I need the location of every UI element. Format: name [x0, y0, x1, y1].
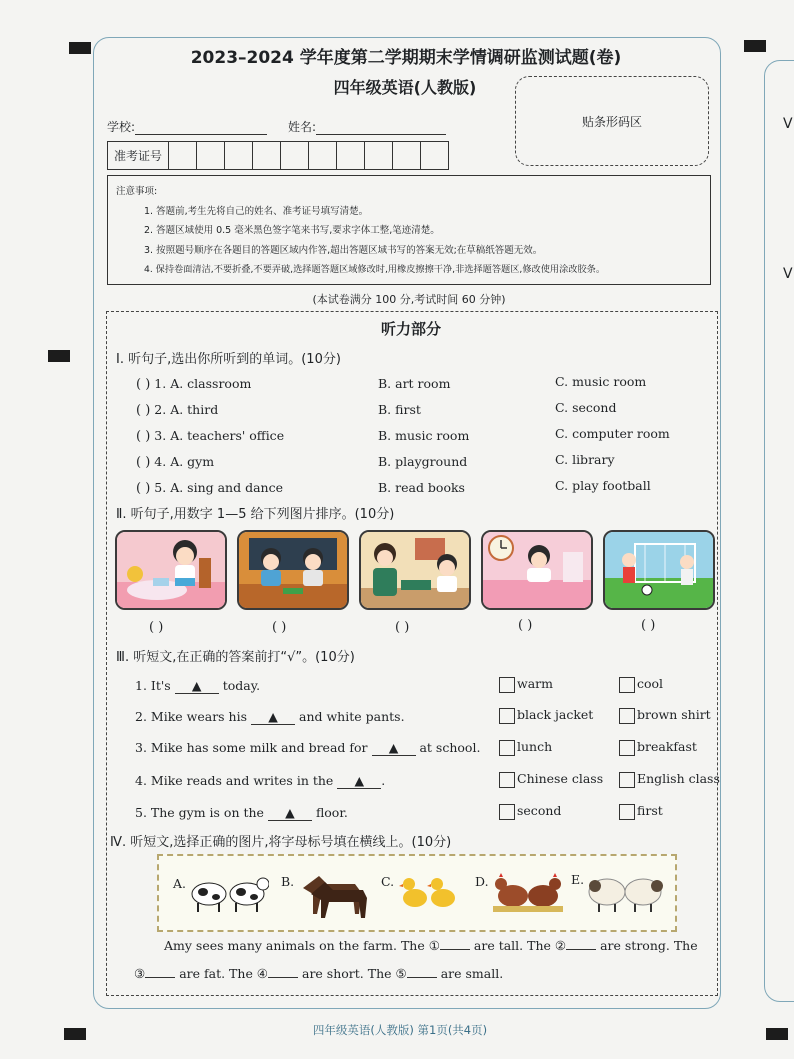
- option-label: breakfast: [637, 739, 697, 754]
- s1-row-2: [136, 402, 218, 418]
- s3-option-2b[interactable]: [619, 707, 711, 724]
- triangle-icon: ▲: [191, 678, 202, 693]
- exam-id-box[interactable]: [107, 141, 449, 170]
- section1-heading: Ⅰ. 听句子,选出你所听到的单词。(10分): [116, 352, 341, 367]
- answer-paren[interactable]: ( ): [136, 403, 151, 418]
- notice-heading: 注意事项:: [116, 186, 158, 197]
- story-line-1: [164, 938, 698, 953]
- picture-answer-5[interactable]: ( ): [641, 618, 656, 633]
- option-a[interactable]: A. classroom: [170, 376, 252, 391]
- question-text: today.: [222, 678, 261, 693]
- question-text: and white pants.: [299, 709, 405, 724]
- blank-4[interactable]: [268, 977, 298, 978]
- registration-mark: [64, 1028, 86, 1040]
- answer-paren[interactable]: ( ): [136, 455, 151, 470]
- checkbox[interactable]: [499, 708, 515, 724]
- checkbox[interactable]: [499, 804, 515, 820]
- cows-icon: [189, 870, 269, 916]
- blank-5[interactable]: [407, 977, 437, 978]
- exam-id-label: 准考证号: [108, 142, 169, 169]
- story-line-2: [134, 966, 503, 981]
- name-field[interactable]: [288, 116, 446, 135]
- question-text: 4. Mike reads and writes in the: [135, 773, 334, 788]
- registration-mark: [48, 350, 70, 362]
- label-d: D.: [475, 874, 489, 889]
- story-text: ③: [134, 966, 146, 981]
- notice-box: [107, 175, 711, 285]
- s3-option-1b[interactable]: [619, 676, 663, 693]
- option-c[interactable]: C. computer room: [555, 426, 670, 441]
- s3-question-1: [135, 678, 260, 694]
- option-label: Chinese class: [517, 771, 604, 786]
- s3-option-4a[interactable]: [499, 771, 603, 788]
- option-label: first: [637, 803, 663, 818]
- question-num: 4.: [154, 454, 167, 469]
- name-line[interactable]: [316, 121, 446, 135]
- s3-option-3a[interactable]: [499, 739, 552, 756]
- answer-paren[interactable]: ( ): [136, 481, 151, 496]
- exam-title: 2023–2024 学年度第二学期期末学情调研监测试题(卷): [190, 48, 622, 68]
- s3-option-2a[interactable]: [499, 707, 593, 724]
- notice-item: 1. 答题前,考生先将自己的姓名、准考证号填写清楚。: [144, 205, 369, 217]
- id-cell[interactable]: [421, 142, 448, 169]
- option-a[interactable]: A. gym: [170, 454, 215, 469]
- name-label: 姓名:: [288, 120, 317, 134]
- option-a[interactable]: A. third: [170, 402, 219, 417]
- notice-item: 2. 答题区域使用 0.5 毫米黑色签字笔来书写,要求字体工整,笔迹清楚。: [144, 225, 440, 236]
- s3-option-5a[interactable]: [499, 803, 561, 820]
- animal-pictures: [157, 854, 677, 932]
- option-label: cool: [637, 676, 664, 691]
- picture-answer-3[interactable]: ( ): [395, 620, 410, 635]
- s3-option-1a[interactable]: [499, 676, 553, 693]
- registration-mark: [766, 1028, 788, 1040]
- s3-question-4: [135, 773, 385, 789]
- question-text: 1. It's: [135, 678, 171, 693]
- question-num: 2.: [154, 402, 167, 417]
- checkbox[interactable]: [619, 740, 635, 756]
- answer-paren[interactable]: ( ): [136, 377, 151, 392]
- story-text: are short. The ⑤: [302, 966, 407, 981]
- checkbox[interactable]: [499, 740, 515, 756]
- s3-question-5: [135, 805, 348, 821]
- story-text: are small.: [440, 966, 504, 981]
- answer-paren[interactable]: ( ): [136, 429, 151, 444]
- notice-item: 3. 按照题号顺序在各题目的答题区域内作答,超出答题区域书写的答案无效;在草稿纸答题无效。: [144, 244, 543, 256]
- id-cell[interactable]: [169, 142, 197, 169]
- question-text: .: [381, 773, 386, 788]
- s1-row-3: [136, 428, 284, 444]
- picture-girl-eating: [115, 530, 227, 610]
- picture-answer-1[interactable]: ( ): [149, 620, 164, 635]
- id-cell[interactable]: [253, 142, 281, 169]
- option-a[interactable]: A. sing and dance: [170, 480, 283, 495]
- option-label: black jacket: [517, 707, 594, 722]
- registration-mark: [744, 40, 766, 52]
- picture-answer-4[interactable]: ( ): [518, 618, 533, 633]
- s1-row-1: [136, 376, 251, 392]
- checkbox[interactable]: [499, 677, 515, 693]
- horses-icon: [297, 864, 373, 920]
- checkbox[interactable]: [619, 677, 635, 693]
- question-text: at school.: [419, 740, 481, 755]
- barcode-area: [515, 76, 709, 166]
- registration-mark: [69, 42, 91, 54]
- option-c[interactable]: C. library: [555, 452, 615, 467]
- triangle-icon: ▲: [285, 805, 295, 820]
- checkbox[interactable]: [619, 708, 635, 724]
- triangle-icon: ▲: [354, 773, 365, 788]
- option-c[interactable]: C. play football: [555, 478, 651, 493]
- question-text: 2. Mike wears his: [135, 709, 248, 724]
- fill-blank[interactable]: [372, 740, 416, 756]
- option-label: warm: [517, 676, 553, 691]
- story-text: are tall. The ②: [473, 938, 567, 953]
- triangle-icon: ▲: [268, 709, 278, 724]
- s3-option-5b[interactable]: [619, 803, 663, 820]
- blank-2[interactable]: [566, 949, 596, 950]
- school-field[interactable]: [107, 116, 267, 135]
- option-c[interactable]: C. second: [555, 400, 617, 415]
- question-num: 5.: [154, 480, 167, 495]
- fill-blank[interactable]: [175, 678, 219, 694]
- blank-1[interactable]: [440, 949, 470, 950]
- checkbox[interactable]: [619, 804, 635, 820]
- s3-question-3: [135, 740, 480, 756]
- triangle-icon: ▲: [388, 740, 399, 755]
- option-b[interactable]: B. read books: [378, 480, 465, 495]
- page-footer: 四年级英语(人教版) 第1页(共4页): [312, 1023, 488, 1037]
- id-cell[interactable]: [225, 142, 253, 169]
- hens-icon: [493, 868, 563, 916]
- option-label: lunch: [517, 739, 553, 754]
- option-c[interactable]: C. music room: [555, 374, 647, 389]
- id-cell[interactable]: [281, 142, 309, 169]
- option-label: brown shirt: [637, 707, 711, 722]
- notice-item: 4. 保持卷面清洁,不要折叠,不要弄破,选择题答题区域修改时,用橡皮擦擦干净,非选择题答题区,修改使用涂改胶条。: [144, 264, 606, 275]
- question-text: 3. Mike has some milk and bread for: [135, 740, 368, 755]
- question-num: 1.: [154, 376, 167, 391]
- label-b: B.: [281, 874, 295, 889]
- sheep-icon: [587, 868, 667, 916]
- s1-row-4: [136, 454, 214, 470]
- checkbox[interactable]: [499, 772, 515, 788]
- label-e: E.: [571, 872, 585, 887]
- fill-blank[interactable]: [251, 709, 295, 725]
- id-cell[interactable]: [365, 142, 393, 169]
- blank-3[interactable]: [145, 977, 175, 978]
- question-num: 3.: [154, 428, 167, 443]
- ducks-icon: [399, 870, 459, 914]
- checkbox[interactable]: [619, 772, 635, 788]
- id-cell[interactable]: [393, 142, 421, 169]
- exam-subtitle: 四年级英语(人教版): [333, 78, 477, 97]
- s1-row-5: [136, 480, 283, 496]
- id-cell[interactable]: [197, 142, 225, 169]
- listening-title: 听力部分: [380, 320, 441, 338]
- label-c: C.: [381, 874, 395, 889]
- score-note: (本试卷满分 100 分,考试时间 60 分钟): [312, 293, 506, 306]
- picture-kids-art: [237, 530, 349, 610]
- section3-heading: Ⅲ. 听短文,在正确的答案前打“√”。(10分): [116, 650, 355, 665]
- picture-boys-football: [603, 530, 715, 610]
- option-b[interactable]: B. playground: [378, 454, 468, 469]
- option-label: English class: [637, 771, 720, 786]
- barcode-label: 贴条形码区: [581, 114, 642, 129]
- id-cell[interactable]: [309, 142, 337, 169]
- option-a[interactable]: A. teachers' office: [170, 428, 285, 443]
- s3-question-2: [135, 709, 405, 725]
- option-b[interactable]: B. music room: [378, 428, 470, 443]
- school-line[interactable]: [135, 121, 267, 135]
- s3-option-3b[interactable]: [619, 739, 697, 756]
- option-b[interactable]: B. first: [378, 402, 421, 417]
- question-text: 5. The gym is on the: [135, 805, 264, 820]
- section4-heading: Ⅳ. 听短文,选择正确的图片,将字母标号填在横线上。(10分): [110, 835, 452, 850]
- question-text: floor.: [315, 805, 348, 820]
- id-cell[interactable]: [337, 142, 365, 169]
- school-label: 学校:: [107, 120, 136, 134]
- picture-girl-waking: [481, 530, 593, 610]
- story-text: are fat. The ④: [179, 966, 269, 981]
- option-label: second: [517, 803, 562, 818]
- next-page-frame: V V: [764, 60, 794, 1002]
- story-text: are strong. The: [600, 938, 698, 953]
- fill-blank[interactable]: [268, 805, 312, 821]
- section2-heading: Ⅱ. 听句子,用数字 1—5 给下列图片排序。(10分): [116, 507, 395, 522]
- label-a: A.: [173, 876, 187, 891]
- s3-option-4b[interactable]: [619, 771, 720, 788]
- option-b[interactable]: B. art room: [378, 376, 451, 391]
- fill-blank[interactable]: [337, 773, 381, 789]
- picture-answer-2[interactable]: ( ): [272, 620, 287, 635]
- story-text: Amy sees many animals on the farm. The ①: [164, 938, 440, 953]
- picture-teacher-office: [359, 530, 471, 610]
